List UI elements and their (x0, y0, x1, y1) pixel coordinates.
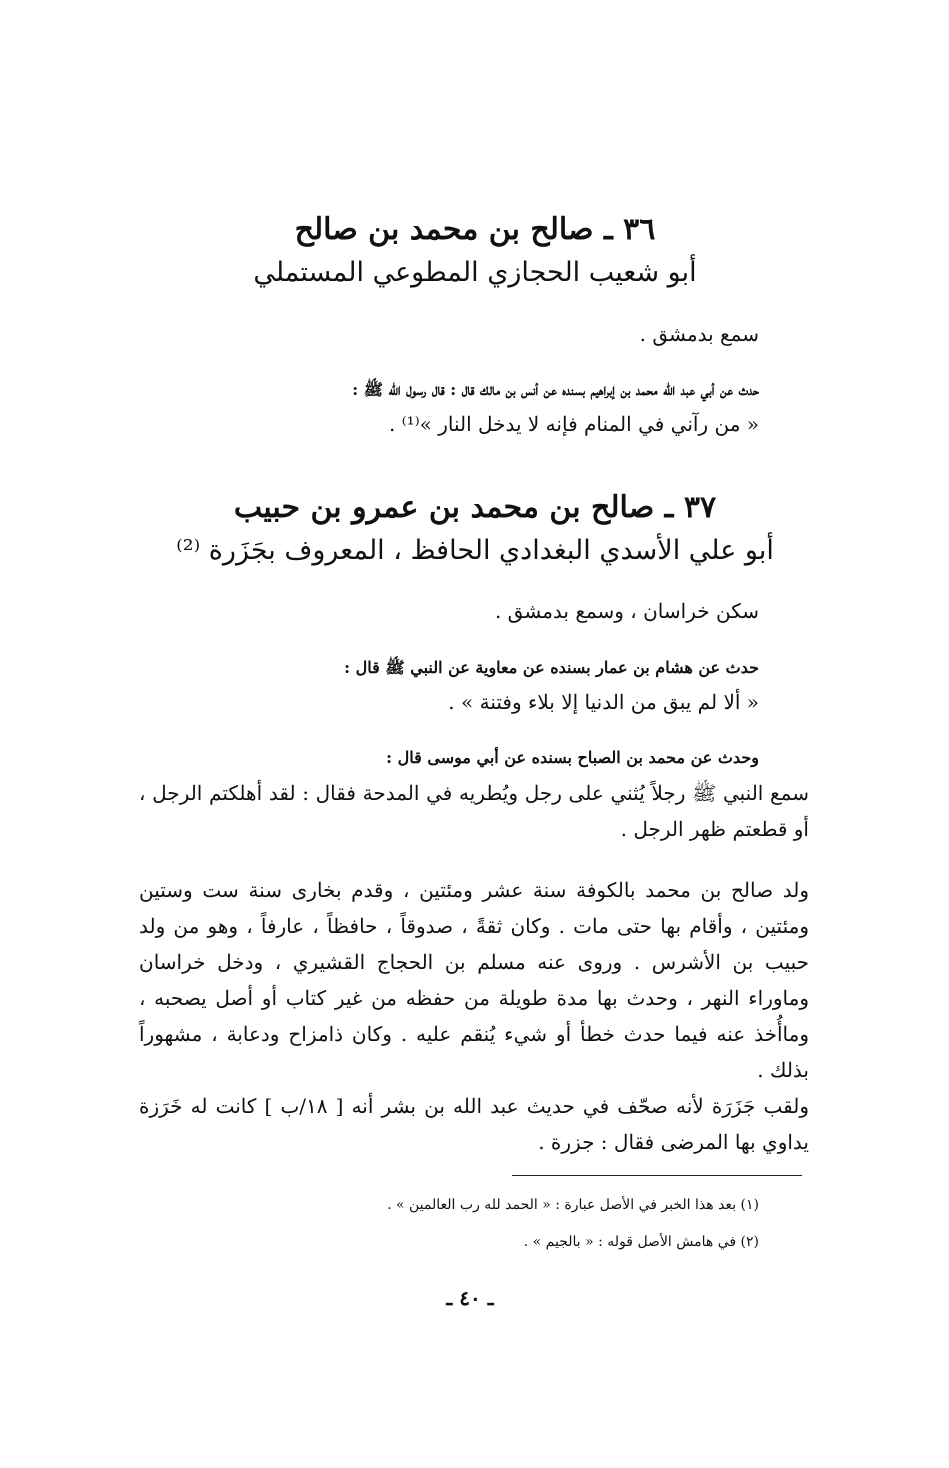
entry-36-hadith-text: « من رآني في المنام فإنه لا يدخل النار »⁽¹⁾ . (389, 412, 759, 436)
entry-37-hadith1-intro: حدث عن هشام بن عمار بسنده عن معاوية عن النبي ﷺ قال : (344, 658, 759, 677)
entry-36-title: ٣٦ ـ صالح بن محمد بن صالح (294, 212, 656, 247)
page-number: ـ ٤٠ ـ (446, 1286, 494, 1310)
entry-37-hadith2-intro: وحدث عن محمد بن الصباح بسنده عن أبي موسى قال : (386, 748, 759, 767)
entry-37-subtitle: أبو علي الأسدي البغدادي الحافظ ، المعروف بجَزَرة ⁽²⁾ (176, 535, 774, 566)
entry-36-hadith-intro: حدث عن أبي عبد الله محمد بن إبراهيم بسنده عن أنس بن مالك قال : قال رسول الله ﷺ : (352, 380, 759, 399)
entry-37-hadith1-text: « ألا لم يبق من الدنيا إلا بلاء وفتنة » . (448, 690, 759, 714)
footnote-separator (512, 1175, 802, 1176)
entry-36-subtitle: أبو شعيب الحجازي المطوعي المستملي (253, 257, 697, 288)
entry-37-biography: ولد صالح بن محمد بالكوفة سنة عشر ومئتين ، وقدم بخارى سنة ست وستين ومئتين ، وأقام بها حتى مات . وكان ثقةً ، صدوقاً ، حافظاً ، عارفاً ، وهو من ولد حبيب بن الأشرس . وروى عنه مسلم بن الحجاج القشيري ، ودخل خراسان وماوراء النهر ، وحدث بها مدة طويلة من حفظه من غير كتاب أو أصل يصحبه ، وماأُخذ عنه فيما حدث خطأ أو شيء يُنقم عليه . وكان ذامزاح ودعابة ، مشهوراً بذلك . (139, 878, 809, 1082)
footnote-2: (٢) في هامش الأصل قوله : « بالجيم » . (523, 1234, 759, 1250)
entry-37-laqab: ولقب جَزَرَة لأنه صحّف في حديث عبد الله بن بشر أنه [ ١٨/ب ] كانت له خَرَزة يداوي بها المرضى فقال : جزرة . (139, 1094, 809, 1154)
entry-36-heard-line: سمع بدمشق . (639, 322, 759, 346)
entry-37-hadith2-text: سمع النبي ﷺ رجلاً يُثني على رجل ويُطريه في المدحة فقال : لقد أهلكتم الرجل ، أو قطعتم ظهر الرجل . (139, 781, 809, 841)
entry-37-title: ٣٧ ـ صالح بن محمد بن عمرو بن حبيب (233, 490, 717, 525)
footnote-1: (١) بعد هذا الخبر في الأصل عبارة : « الحمد لله رب العالمين » . (387, 1197, 759, 1213)
entry-37-residence-line: سكن خراسان ، وسمع بدمشق . (494, 599, 759, 623)
